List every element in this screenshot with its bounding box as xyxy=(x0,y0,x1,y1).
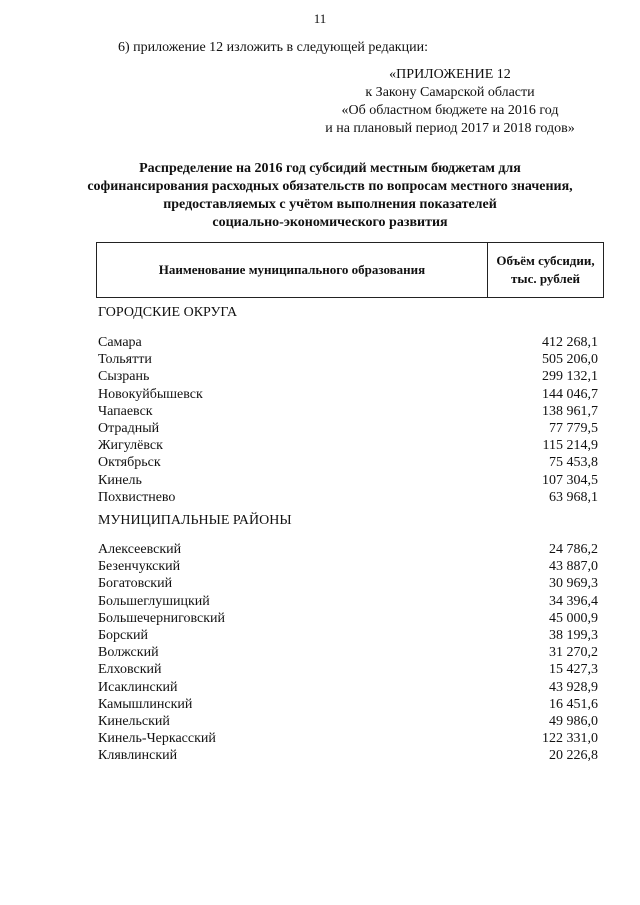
row-value: 107 304,5 xyxy=(542,472,598,488)
row-value: 138 961,7 xyxy=(542,403,598,419)
table-row xyxy=(98,489,598,506)
section-rows-municipal-districts xyxy=(98,541,598,764)
appendix-header xyxy=(300,66,600,138)
row-value: 38 199,3 xyxy=(549,627,598,643)
row-name: Кинель-Черкасский xyxy=(98,731,216,747)
row-value: 49 986,0 xyxy=(549,713,598,729)
row-name: Камышлинский xyxy=(98,696,193,712)
heading-line: Распределение на 2016 год субсидий местным бюджетам для xyxy=(139,161,521,176)
table-row xyxy=(98,403,598,420)
row-name: Жигулёвск xyxy=(98,438,163,454)
table-row xyxy=(98,472,598,489)
table-row xyxy=(98,730,598,747)
row-value: 16 451,6 xyxy=(549,696,598,712)
column-header-name: Наименование муниципального образования xyxy=(97,243,488,297)
row-name: Елховский xyxy=(98,662,162,678)
appendix-line: и на плановый период 2017 и 2018 годов» xyxy=(325,121,575,136)
row-name: Новокуйбышевск xyxy=(98,386,203,402)
row-value: 77 779,5 xyxy=(549,420,598,436)
intro-text: 6) приложение 12 изложить в следующей редакции: xyxy=(118,40,428,55)
appendix-line: «ПРИЛОЖЕНИЕ 12 xyxy=(389,67,511,82)
row-value: 43 887,0 xyxy=(549,559,598,575)
row-name: Безенчукский xyxy=(98,559,181,575)
table-row xyxy=(98,351,598,368)
heading-line: софинансирования расходных обязательств по вопросам местного значения, xyxy=(87,179,573,194)
row-value: 63 968,1 xyxy=(549,489,598,505)
row-name: Чапаевск xyxy=(98,403,153,419)
row-value: 30 969,3 xyxy=(549,576,598,592)
table-row xyxy=(98,420,598,437)
row-name: Сызрань xyxy=(98,369,150,385)
table-row xyxy=(98,386,598,403)
table-row xyxy=(98,679,598,696)
row-value: 45 000,9 xyxy=(549,610,598,626)
table-row xyxy=(98,368,598,385)
table-row xyxy=(98,558,598,575)
table-header xyxy=(96,242,604,298)
row-name: Тольятти xyxy=(98,352,152,368)
row-name: Кинель xyxy=(98,472,142,488)
row-value: 299 132,1 xyxy=(542,369,598,385)
table-row xyxy=(98,454,598,471)
row-name: Борский xyxy=(98,627,149,643)
appendix-line: «Об областном бюджете на 2016 год xyxy=(341,103,559,118)
row-value: 15 427,3 xyxy=(549,662,598,678)
row-value: 31 270,2 xyxy=(549,645,598,661)
table-row xyxy=(98,575,598,592)
row-value: 24 786,2 xyxy=(549,542,598,557)
row-value: 115 214,9 xyxy=(542,438,598,454)
column-header-volume-line: Объём субсидии, xyxy=(496,253,595,268)
table-row xyxy=(98,593,598,610)
table-row xyxy=(98,661,598,678)
table-row xyxy=(98,644,598,661)
row-value: 122 331,0 xyxy=(542,731,598,747)
appendix-line: к Закону Самарской области xyxy=(365,85,535,100)
row-name: Октябрьск xyxy=(98,455,161,471)
column-header-volume-line: тыс. рублей xyxy=(511,271,580,286)
row-value: 34 396,4 xyxy=(549,593,598,609)
row-name: Большечерниговский xyxy=(98,610,226,626)
table-row xyxy=(98,696,598,713)
row-value: 505 206,0 xyxy=(542,352,598,368)
section-title-municipal-districts: МУНИЦИПАЛЬНЫЕ РАЙОНЫ xyxy=(98,513,292,528)
section-title-city-districts: ГОРОДСКИЕ ОКРУГА xyxy=(98,305,238,320)
table-row xyxy=(98,747,598,764)
heading-line: социально-экономического развития xyxy=(212,215,448,230)
row-name: Похвистнево xyxy=(98,489,176,505)
row-value: 75 453,8 xyxy=(549,455,598,471)
row-name: Самара xyxy=(98,335,142,350)
table-row xyxy=(98,334,598,351)
heading-line: предоставляемых с учётом выполнения показателей xyxy=(163,197,497,212)
row-name: Богатовский xyxy=(98,576,173,592)
row-name: Исаклинский xyxy=(98,679,178,695)
row-value: 20 226,8 xyxy=(549,748,598,764)
table-row xyxy=(98,541,598,558)
document-heading xyxy=(80,160,580,232)
row-value: 43 928,9 xyxy=(549,679,598,695)
table-row xyxy=(98,627,598,644)
column-header-volume xyxy=(488,243,603,297)
table-row xyxy=(98,713,598,730)
row-name: Волжский xyxy=(98,645,159,661)
table-row xyxy=(98,610,598,627)
row-name: Клявлинский xyxy=(98,748,178,764)
row-name: Алексеевский xyxy=(98,542,182,557)
section-rows-city-districts xyxy=(98,334,598,506)
row-value: 412 268,1 xyxy=(542,335,598,350)
table-row xyxy=(98,437,598,454)
row-name: Большеглушицкий xyxy=(98,593,210,609)
page-number: 11 xyxy=(313,11,327,26)
row-name: Отрадный xyxy=(98,420,160,436)
row-value: 144 046,7 xyxy=(542,386,598,402)
row-name: Кинельский xyxy=(98,713,170,729)
